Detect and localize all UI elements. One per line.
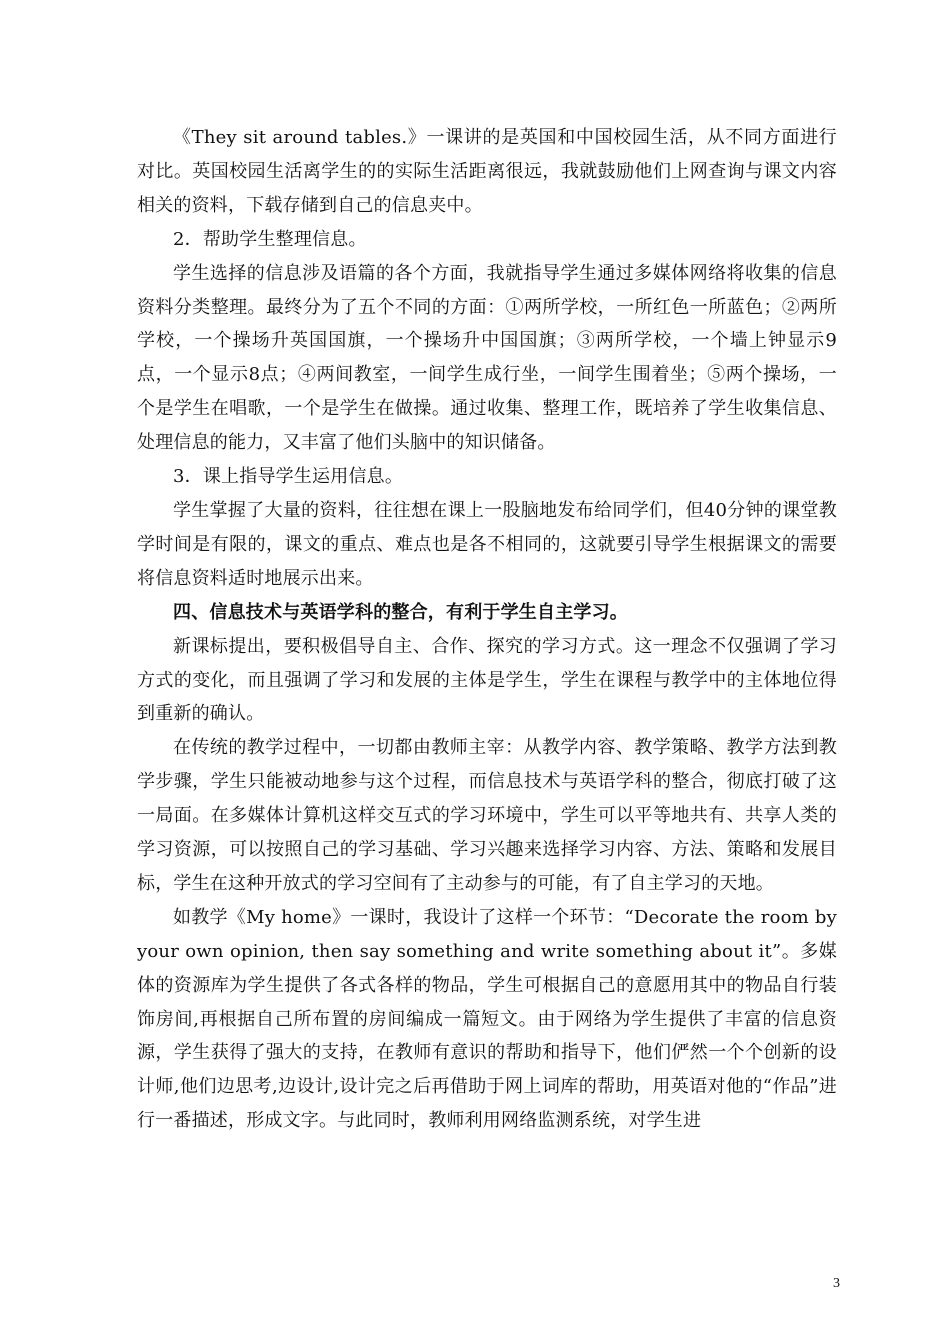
paragraph-5: 在传统的教学过程中，一切都由教师主宰：从教学内容、教学策略、教学方法到教学步骤，学生只能被动地参与这个过程，而信息技术与英语学科的整合，彻底打破了这一局面。在多媒体计算机这样交互式的学习环境中，学生可以平等地共有、共享人类的学习资源，可以按照自己的学习基础、学习兴趣来选择学习内容、方法、策略和发展目标，学生在这种开放式的学习空间有了主动参与的可能，有了自主学习的天地。: [137, 737, 837, 894]
document-body: [137, 121, 837, 1138]
paragraph-1: 《They sit around tables.》一课讲的是英国和中国校园生活，从不同方面进行对比。英国校园生活离学生的的实际生活距离很远，我就鼓励他们上网查询与课文内容相关的资料，下载存储到自己的信息夹中。: [137, 127, 837, 216]
paragraph-4: 新课标提出，要积极倡导自主、合作、探究的学习方式。这一理念不仅强调了学习方式的变化，而且强调了学习和发展的主体是学生，学生在课程与教学中的主体地位得到重新的确认。: [137, 635, 837, 725]
page-number: 3: [833, 1276, 840, 1291]
section-heading-4: 四、信息技术与英语学科的整合，有利于学生自主学习。: [173, 601, 628, 623]
subheading-3: 3．课上指导学生运用信息。: [173, 466, 404, 488]
paragraph-6: 如教学《My home》一课时，我设计了这样一个环节：“Decorate the room by your own opinion, then say something and write something about it”。多媒体的资源库为学生提供了各式各样的物品，学生可根据自己的意愿用其中的物品自行装饰房间,再根据自己所布置的房间编成一篇短文。由于网络为学生提供了丰富的信息资源，学生获得了强大的支持，在教师有意识的帮助和指导下，他们俨然一个个创新的设计师,他们边思考,边设计,设计完之后再借助于网上词库的帮助，用英语对他的“作品”进行一番描述，形成文字。与此同时，教师利用网络监测系统，对学生进: [137, 906, 837, 1132]
paragraph-2: 学生选择的信息涉及语篇的各个方面，我就指导学生通过多媒体网络将收集的信息资料分类整理。最终分为了五个不同的方面：①两所学校，一所红色一所蓝色；②两所学校，一个操场升英国国旗，一个操场升中国国旗；③两所学校，一个墙上钟显示9点，一个显示8点；④两间教室，一间学生成行坐，一间学生围着坐；⑤两个操场，一个是学生在唱歌，一个是学生在做操。通过收集、整理工作，既培养了学生收集信息、处理信息的能力，又丰富了他们头脑中的知识储备。: [137, 262, 837, 454]
paragraph-3: 学生掌握了大量的资料，往往想在课上一股脑地发布给同学们，但40分钟的课堂教学时间是有限的，课文的重点、难点也是各不相同的，这就要引导学生根据课文的需要将信息资料适时地展示出来。: [137, 499, 837, 589]
subheading-2: 2．帮助学生整理信息。: [173, 228, 367, 250]
